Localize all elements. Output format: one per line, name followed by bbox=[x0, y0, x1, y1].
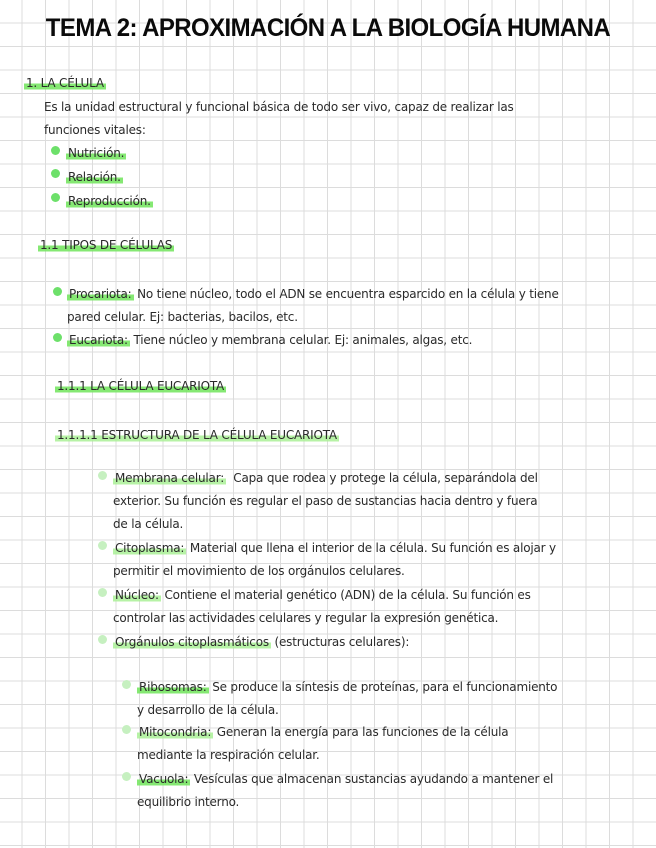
term-mitocondria: Mitocondria: bbox=[139, 725, 212, 739]
section-heading-tipos bbox=[38, 234, 174, 257]
procariota-text: No tiene núcleo, todo el ADN se encuentra esparcido en la célula y tiene bbox=[133, 287, 559, 301]
bullet-dot bbox=[51, 193, 60, 202]
term-procariota: Procariota: bbox=[69, 287, 132, 301]
section-heading-estructura bbox=[55, 424, 339, 447]
citoplasma-line-2: permitir el movimiento de los orgánulos celulares. bbox=[113, 564, 405, 578]
section-heading-text: 1. LA CÉLULA bbox=[26, 76, 104, 90]
vital-function-item bbox=[66, 190, 153, 213]
bullet-dot bbox=[51, 169, 60, 178]
organulos-line-1 bbox=[113, 631, 409, 654]
citoplasma-text: Material que llena el interior de la célula. Su función es alojar y bbox=[186, 541, 556, 555]
term-citoplasma: Citoplasma: bbox=[115, 541, 185, 555]
mitocondria-text: Generan la energía para las funciones de la célula bbox=[213, 725, 509, 739]
membrana-line-2: exterior. Su función es regular el paso de sustancias hacia dentro y fuera bbox=[113, 494, 538, 508]
section-heading-text: 1.1.1.1 ESTRUCTURA DE LA CÉLULA EUCARIOTA bbox=[57, 428, 337, 442]
ribosomas-line-2: y desarrollo de la célula. bbox=[137, 703, 279, 717]
section-heading-text: 1.1 TIPOS DE CÉLULAS bbox=[40, 238, 173, 252]
page-title: TEMA 2: APROXIMACIÓN A LA BIOLOGÍA HUMANA bbox=[45, 14, 611, 42]
vital-function-item bbox=[66, 166, 123, 189]
section-heading-celula-eucariota bbox=[55, 375, 226, 398]
term-eucariota: Eucariota: bbox=[69, 333, 128, 347]
vacuola-line-1 bbox=[137, 768, 553, 791]
bullet-dot bbox=[51, 146, 60, 155]
vital-function-label: Nutrición. bbox=[68, 146, 125, 160]
bullet-dot bbox=[98, 635, 107, 644]
term-ribosomas: Ribosomas: bbox=[139, 680, 207, 694]
citoplasma-line-1 bbox=[113, 537, 556, 560]
organulos-text: (estructuras celulares): bbox=[270, 635, 410, 649]
mitocondria-line-1 bbox=[137, 721, 508, 744]
bullet-dot bbox=[98, 471, 107, 480]
vital-function-label: Relación. bbox=[68, 170, 121, 184]
membrana-text: Capa que rodea y protege la célula, separándola del bbox=[226, 471, 538, 485]
term-vacuola: Vacuola: bbox=[139, 772, 189, 786]
vacuola-line-2: equilibrio interno. bbox=[137, 795, 240, 809]
bullet-dot bbox=[98, 541, 107, 550]
nucleo-text: Contiene el material genético (ADN) de la célula. Su función es bbox=[160, 588, 531, 602]
procariota-line-2: pared celular. Ej: bacterias, bacilos, etc. bbox=[67, 310, 298, 324]
bullet-dot bbox=[122, 680, 131, 689]
vacuola-text: Vesículas que almacenan sustancias ayudando a mantener el bbox=[190, 772, 554, 786]
cell-definition-line-1: Es la unidad estructural y funcional básica de todo ser vivo, capaz de realizar las bbox=[44, 100, 514, 114]
section-heading-text: 1.1.1 LA CÉLULA EUCARIOTA bbox=[57, 379, 225, 393]
eucariota-line-1 bbox=[67, 329, 472, 352]
membrana-line-1 bbox=[113, 467, 538, 490]
nucleo-line-2: controlar las actividades celulares y regular la expresión genética. bbox=[113, 611, 499, 625]
vital-function-item bbox=[66, 142, 126, 165]
bullet-dot bbox=[122, 725, 131, 734]
membrana-line-3: de la célula. bbox=[113, 517, 184, 531]
bullet-dot bbox=[98, 588, 107, 597]
procariota-line-1 bbox=[67, 283, 559, 306]
section-heading-la-celula bbox=[24, 72, 106, 95]
term-organulos: Orgánulos citoplasmáticos bbox=[115, 635, 269, 649]
bullet-dot bbox=[53, 333, 62, 342]
cell-definition-line-2: funciones vitales: bbox=[44, 123, 146, 137]
bullet-dot bbox=[122, 772, 131, 781]
bullet-dot bbox=[53, 287, 62, 296]
nucleo-line-1 bbox=[113, 584, 531, 607]
term-membrana: Membrana celular: bbox=[115, 471, 225, 485]
ribosomas-line-1 bbox=[137, 676, 557, 699]
mitocondria-line-2: mediante la respiración celular. bbox=[137, 748, 320, 762]
ribosomas-text: Se produce la síntesis de proteínas, para el funcionamiento bbox=[208, 680, 558, 694]
vital-function-label: Reproducción. bbox=[68, 194, 151, 208]
eucariota-text: Tiene núcleo y membrana celular. Ej: animales, algas, etc. bbox=[129, 333, 473, 347]
term-nucleo: Núcleo: bbox=[115, 588, 159, 602]
